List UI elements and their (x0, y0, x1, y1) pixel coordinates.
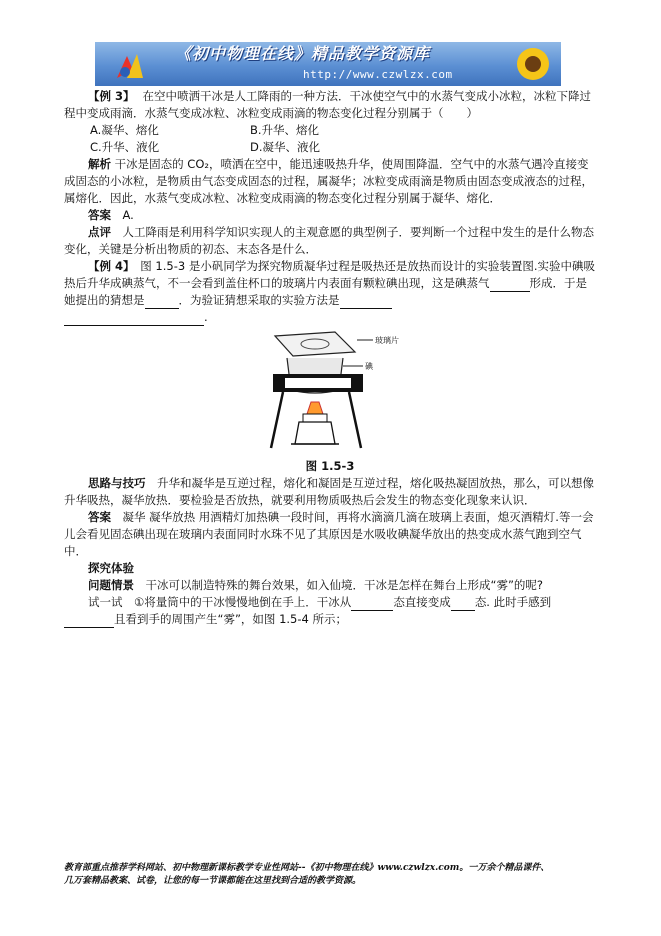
example3-question: 【例 3】 在空中喷洒干冰是人工降雨的一种方法．干冰使空气中的水蒸气变成小冰粒，冰粒下降过程中变成雨滴．水蒸气变成冰粒、冰粒变成雨滴的物态变化过程分别属于（ ） (64, 89, 592, 120)
label-iodine: 碘 (365, 362, 373, 371)
banner-title: 《初中物理在线》精品教学资源库 (175, 44, 431, 63)
example3-answer: 答案 A. (88, 208, 134, 222)
example4-answer: 答案 凝华 凝华放热 用酒精灯加热碘一段时间，再将水滴滴几滴在玻璃上表面，熄灭酒精灯.等一会儿会看见固态碘出现在玻璃内表面同时水珠不见了其原因是水吸收碘凝华放出的热变成水蒸气跑到空气中． (64, 510, 594, 558)
example3-analysis: 解析 干冰是固态的 CO₂，喷洒在空中，能迅速吸热升华，使周围降温．空气中的水蒸气遇冷直接变成固态的小冰粒，是物质由气态变成固态的过程，属凝华；冰粒变成雨滴是物质由固态变成液态的过程，属熔化．因此，水蒸气变成冰粒、冰粒变成雨滴的物态变化过程分别属于凝华、熔化． (64, 157, 593, 205)
explore-heading: 探究体验 (88, 561, 134, 575)
blank-3-continued[interactable] (64, 312, 204, 326)
banner-url[interactable]: http://www.czwlzx.com (303, 68, 453, 81)
blank-2[interactable] (145, 295, 179, 309)
option-c: C.升华、液化 (90, 140, 160, 154)
explore-try: 试一试 ①将量筒中的干冰慢慢地倒在手上．干冰从 态直接变成 态. 此时手感到且看到手的周围产生“雾”，如图 1.5-4 所示； (64, 594, 596, 628)
label-glass: 玻璃片 (375, 336, 399, 345)
apparatus-diagram (245, 330, 415, 456)
footer-line-2: 几万套精品教案、试卷，让您的每一节课都能在这里找到合适的教学资源。 (64, 876, 362, 886)
footer-line-1: 教育部重点推荐学科网站、初中物理新课标教学专业性网站--《初中物理在线》www.czwlzx.com。一万余个精品课件、 (64, 863, 550, 873)
sunflower-icon (511, 44, 555, 84)
example4-label: 【例 4】 (88, 259, 129, 273)
document-body (64, 88, 596, 628)
example3-label: 【例 3】 (88, 89, 135, 103)
example3-options (64, 122, 596, 156)
option-a: A.凝华、熔化 (90, 123, 159, 137)
option-d: D.凝华、液化 (250, 140, 321, 154)
option-b: B.升华、熔化 (250, 123, 320, 137)
header-banner (95, 42, 561, 86)
blank-3[interactable] (340, 295, 392, 309)
figure-1-5-3 (64, 330, 596, 475)
blank-1[interactable] (490, 278, 530, 292)
blank-try-3[interactable] (64, 614, 114, 628)
blank-try-2[interactable] (451, 597, 475, 611)
explore-scenario: 问题情景 干冰可以制造特殊的舞台效果，如入仙境．干冰是怎样在舞台上形成“雾”的呢? (88, 578, 544, 592)
example4-question: 【例 4】 图 1.5-3 是小矾同学为探究物质凝华过程是吸热还是放热而设计的实验装置图.实验中碘吸热后升华成碘蒸气，不一会看到盖住杯口的玻璃片内表面有颗粒碘出现，这是碘蒸气 形成．于是她提出的猜想是 ．为验证猜想采取的实验方法是 . (64, 259, 595, 324)
figure-caption: 图 1.5-3 (305, 459, 355, 473)
example3-comment: 点评 人工降雨是利用科学知识实现人的主观意愿的典型例子．要判断一个过程中发生的是什么物态变化，关键是分析出物质的初态、末态各是什么． (64, 225, 594, 256)
page-footer (64, 862, 604, 888)
logo-icon (113, 48, 147, 82)
example4-ideas: 思路与技巧 升华和凝华是互逆过程，熔化和凝固是互逆过程，熔化吸热凝固放热，那么，可以想像升华吸热，凝华放热．要检验是否放热，就要利用物质吸热后会发生的物态变化现象来认识． (64, 476, 594, 507)
blank-try-1[interactable] (351, 597, 393, 611)
